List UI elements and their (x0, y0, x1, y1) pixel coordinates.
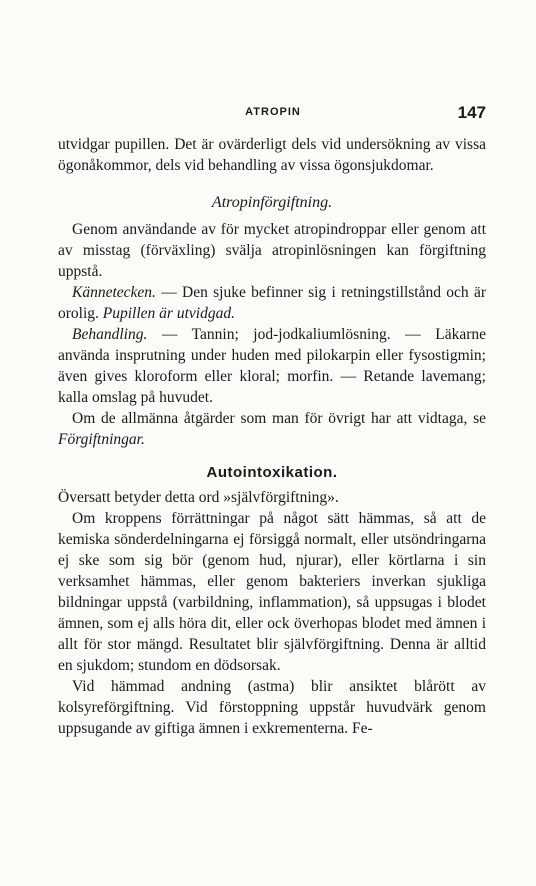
paragraph-examples: Vid hämmad andning (astma) blir ansiktet blårött av kolsyreförgiftning. Vid förstoppning uppstår huvudvärk genom uppsugande av giftiga ämnen i exkrementerna. Fe- (58, 678, 486, 737)
label-kannetecken: Kännetecken. (72, 284, 156, 301)
general-measures-text: Om de allmänna åtgärder som man för övrigt har att vidtaga, se (72, 410, 486, 427)
symptoms-emphasis: Pupillen är utvidgad. (102, 305, 235, 322)
paragraph-treatment (58, 324, 486, 408)
paragraph-cause: Genom användande av för mycket atropindroppar eller genom att av misstag (förväxling) svälja atropinlösningen kan förgiftning uppstå. (58, 221, 486, 280)
body-text (58, 134, 486, 739)
paragraph-symptoms (58, 282, 486, 324)
paragraph-definition: Översatt betyder detta ord »självförgiftning». (58, 489, 339, 506)
section-heading-atropinforgiftning: Atropinförgiftning. (211, 194, 333, 211)
paragraph-continuation: utvidgar pupillen. Det är ovärderligt dels vid undersökning av vissa ögonåkommor, dels vid behandling av vissa ögonsjukdomar. (58, 136, 486, 174)
treatment-text: — Tannin; jod-jodkaliumlösning. — Läkarne använda insprutning under huden med pilokarpin eller fysostigmin; även gives kloroform eller kloral; morfin. — Retande lavemang; kalla omslag på huvudet. (58, 326, 486, 406)
paragraph-general-measures (58, 408, 486, 450)
running-title: ATROPIN (245, 106, 301, 118)
section-heading-autointoxikation: Autointoxikation. (206, 464, 338, 481)
label-behandling: Behandling. (72, 326, 148, 343)
paragraph-explanation: Om kroppens förrättningar på något sätt hämmas, så att de kemiska sönderdelningarna ej försiggå normalt, eller utsöndringarna ej ske som sig bör (genom hud, njurar), eller körtlarna i sin verksamhet hämmas, eller genom bakteriers inverkan sjukliga bildningar uppstå (varbildning, inflammation), så uppsugas i blodet ämnen, som ej alls höra dit, eller ock överhopas blodet med ämnen i allt för stor mängd. Resultatet blir självförgiftning. Denna är alltid en sjukdom; stundom en dödsorsak. (58, 510, 486, 674)
running-head (60, 103, 486, 125)
symptoms-text: — Den sjuke befinner sig i retningstillstånd och är orolig. (58, 284, 486, 322)
cross-reference-forgiftningar: Förgiftningar. (58, 431, 145, 448)
page-number: 147 (457, 103, 486, 122)
